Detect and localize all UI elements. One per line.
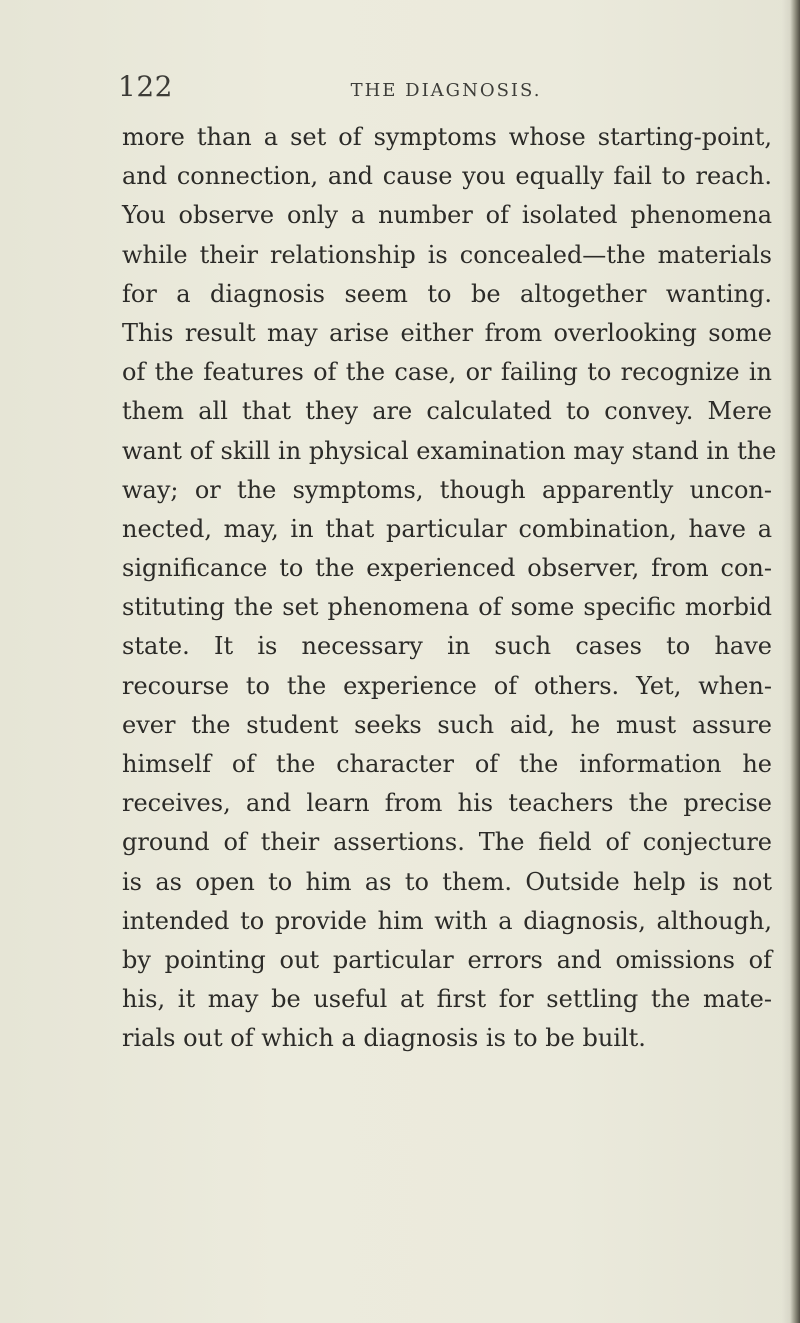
text-line: while their relationship is concealed—the materials	[122, 240, 772, 269]
running-head: THE DIAGNOSIS.	[350, 80, 542, 101]
text-line: rials out of which a diagnosis is to be built.	[122, 1024, 646, 1053]
page-binding-edge	[782, 0, 800, 1323]
page-header	[118, 70, 774, 110]
text-line: more than a set of symptoms whose starting-point,	[122, 123, 772, 151]
text-line: stituting the set phenomena of some specific morbid	[122, 593, 772, 622]
text-line: ground of their assertions. The field of conjecture	[122, 828, 772, 857]
text-line: recourse to the experience of others. Yet, when-	[122, 671, 772, 700]
text-line: his, it may be useful at first for settling the mate-	[122, 985, 772, 1014]
page-number: 122	[118, 70, 173, 103]
text-line: for a diagnosis seem to be altogether wanting.	[122, 279, 772, 308]
text-line: is as open to him as to them. Outside help is not	[122, 867, 772, 896]
text-line: receives, and learn from his teachers the precise	[122, 789, 772, 818]
text-line: significance to the experienced observer, from con-	[122, 554, 772, 583]
text-line: This result may arise either from overlooking some	[122, 318, 772, 347]
text-line: way; or the symptoms, though apparently uncon-	[122, 475, 772, 504]
text-line: and connection, and cause you equally fail to reach.	[122, 162, 772, 191]
text-line: nected, may, in that particular combination, have a	[122, 514, 772, 543]
body-text	[122, 118, 777, 1059]
text-line: himself of the character of the information he	[122, 750, 772, 778]
text-line: them all that they are calculated to convey. Mere	[122, 397, 772, 426]
text-line: ever the student seeks such aid, he must assure	[122, 710, 772, 739]
text-line: by pointing out particular errors and omissions of	[122, 945, 772, 974]
text-line: intended to provide him with a diagnosis, although,	[122, 906, 772, 935]
text-line: of the features of the case, or failing to recognize in	[122, 358, 772, 387]
text-line: state. It is necessary in such cases to have	[122, 632, 772, 661]
text-line: You observe only a number of isolated phenomena	[122, 201, 772, 230]
text-line: want of skill in physical examination may stand in the	[122, 436, 777, 465]
